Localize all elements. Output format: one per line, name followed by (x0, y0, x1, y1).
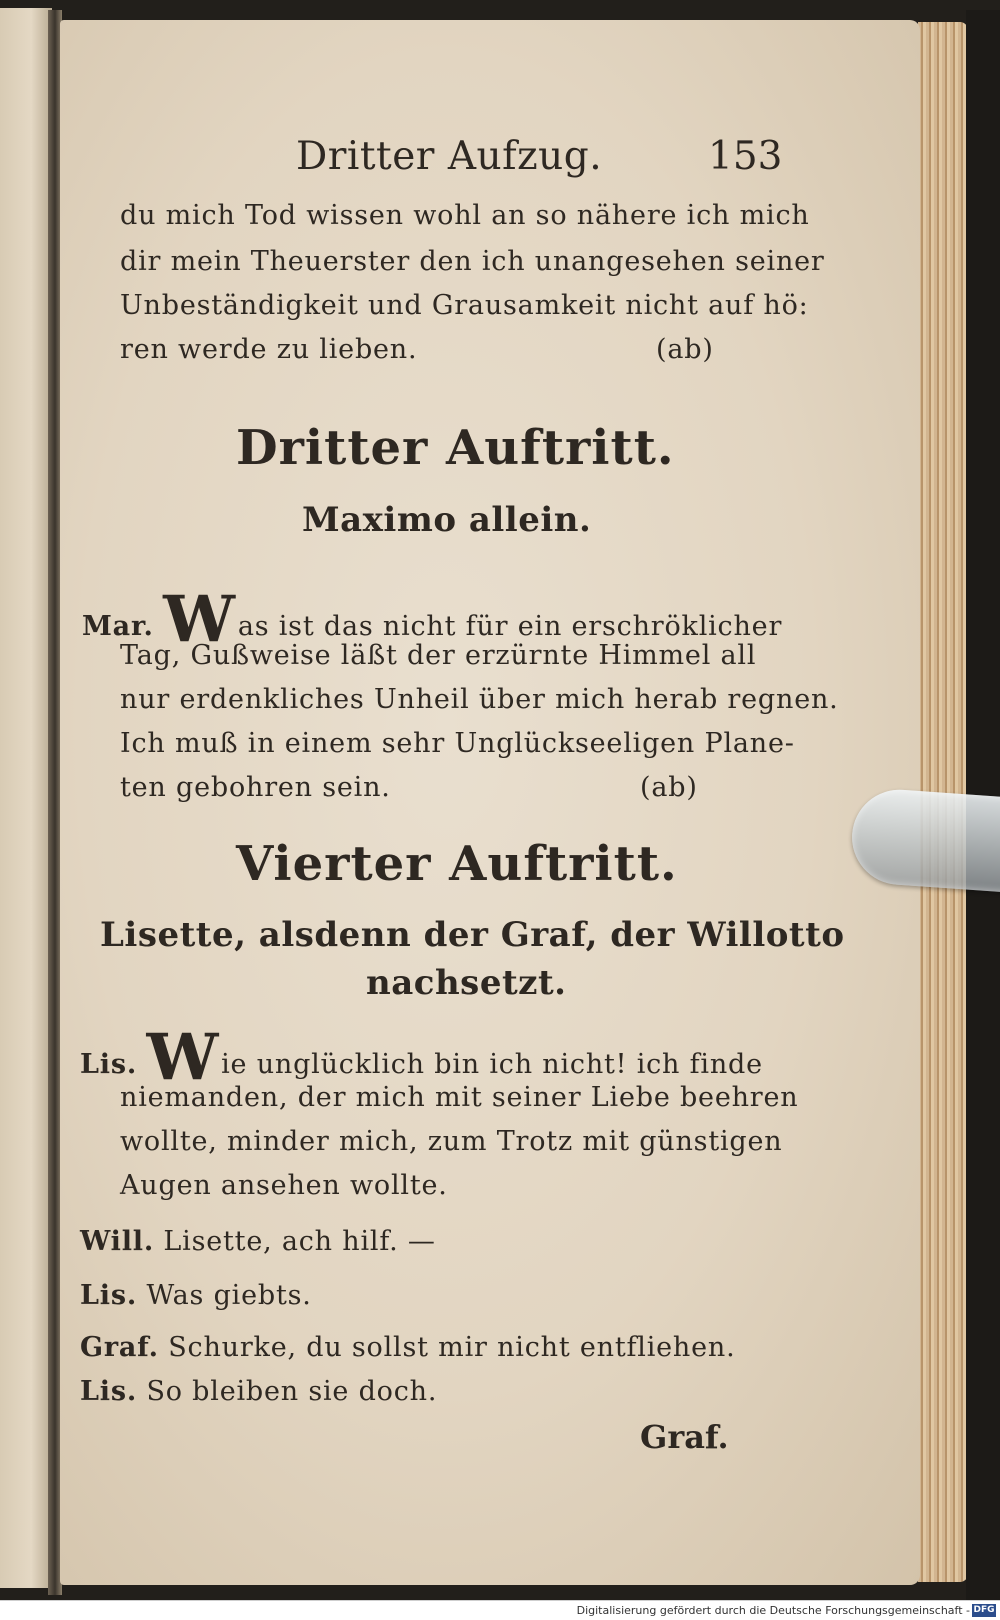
left-page-edge (0, 8, 52, 1588)
speaker-label: Mar. (82, 611, 154, 642)
stage-exit: (ab) (640, 772, 698, 803)
scene-characters: nachsetzt. (366, 963, 567, 1003)
text-line: du mich Tod wissen wohl an so nähere ich mich (120, 200, 810, 231)
speaker-label: Will. (80, 1226, 155, 1257)
speech-text: Lisette, ach hilf. — (163, 1226, 436, 1257)
footer-credit: Digitalisierung gefördert durch die Deutsche Forschungsgemeinschaft - (576, 1604, 970, 1617)
speech-line (80, 1280, 312, 1311)
text-line: dir mein Theuerster den ich unangesehen seiner (120, 246, 825, 277)
scene-heading: Vierter Auftritt. (236, 836, 678, 892)
speaker-label: Lis. (80, 1280, 138, 1311)
speech-line: Ich muß in einem sehr Unglückseeligen Plane- (120, 728, 795, 759)
speech-line: Augen ansehen wollte. (120, 1170, 448, 1201)
text-line: Unbeständigkeit und Grausamkeit nicht auf hö: (120, 290, 809, 321)
speech-line: nur erdenkliches Unheil über mich herab regnen. (120, 684, 839, 715)
speech-line: ten gebohren sein. (120, 772, 391, 803)
speech-line (80, 1020, 763, 1095)
stage-exit: (ab) (656, 334, 714, 365)
speech-text: Schurke, du sollst mir nicht entfliehen. (168, 1332, 736, 1363)
speech-line: wollte, minder mich, zum Trotz mit günstigen (120, 1126, 783, 1157)
speaker-label: Lis. (80, 1376, 138, 1407)
speech-line (80, 1332, 735, 1363)
running-title: Dritter Aufzug. (296, 134, 603, 179)
footer-bar (0, 1600, 1000, 1620)
text-line: ren werde zu lieben. (120, 334, 418, 365)
page-number: 153 (708, 134, 783, 179)
speaker-label: Graf. (80, 1332, 159, 1363)
speech-line: Tag, Gußweise läßt der erzürnte Himmel all (120, 640, 757, 671)
scene-characters: Maximo allein. (302, 500, 592, 540)
speech-line: niemanden, der mich mit seiner Liebe beehren (120, 1082, 799, 1113)
speaker-label: Lis. (80, 1049, 138, 1080)
drop-capital: W (163, 582, 236, 657)
speech-line (80, 1226, 436, 1257)
speech-text: So bleiben sie doch. (146, 1376, 438, 1407)
speech-text: Was giebts. (146, 1280, 312, 1311)
speech-text: ie unglücklich bin ich nicht! ich finde (221, 1049, 763, 1080)
speech-line (80, 1376, 437, 1407)
catchword: Graf. (640, 1418, 729, 1456)
drop-capital: W (146, 1020, 220, 1095)
scene-characters: Lisette, alsdenn der Graf, der Willotto (100, 915, 845, 955)
dfg-logo-icon: DFG (973, 1605, 995, 1615)
scene-heading: Dritter Auftritt. (236, 420, 675, 476)
speech-text: as ist das nicht für ein erschröklicher (237, 611, 783, 642)
